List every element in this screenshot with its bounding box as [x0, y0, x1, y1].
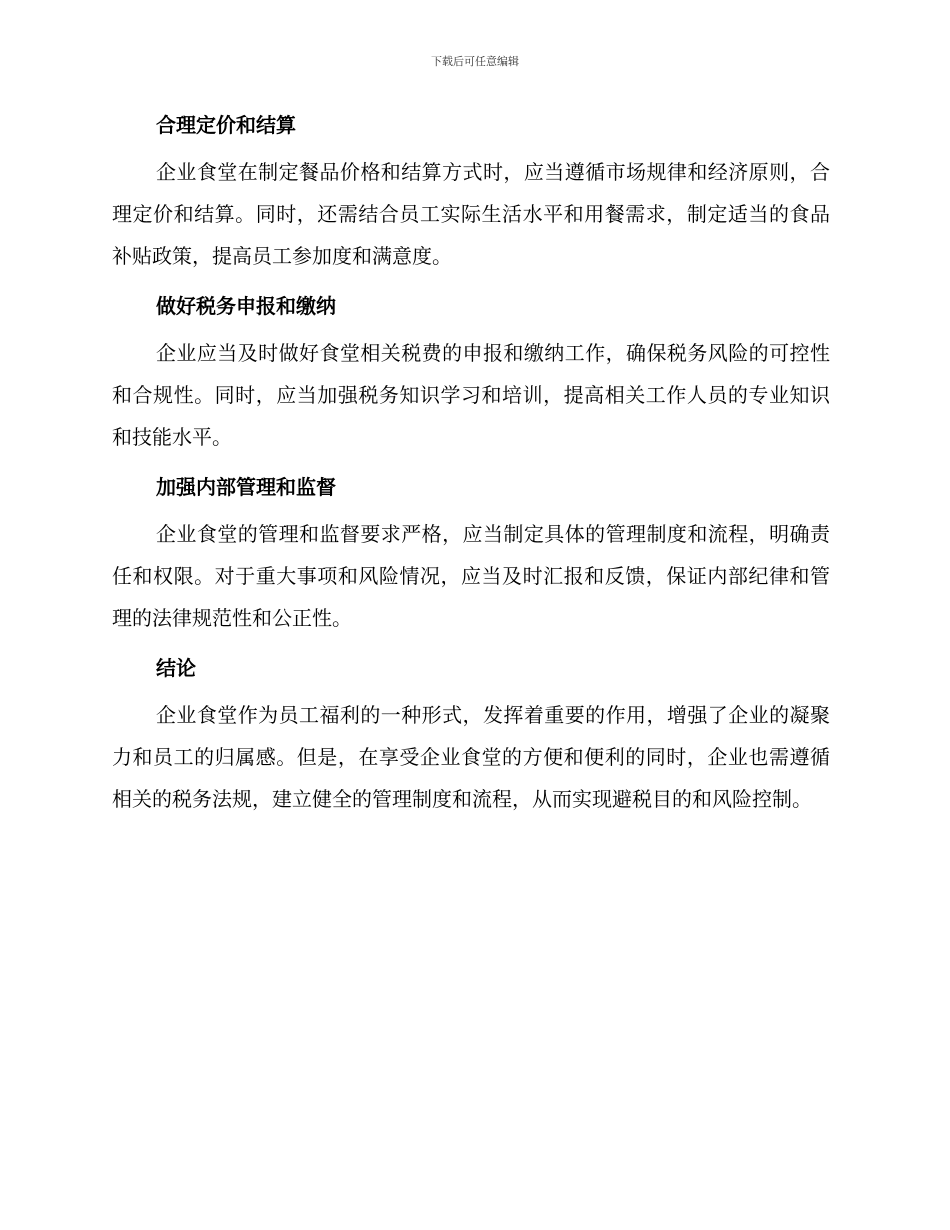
section-heading-tax: 做好税务申报和缴纳 [156, 294, 336, 318]
page-header: 下载后可任意编辑 [431, 55, 519, 68]
section-heading-pricing: 合理定价和结算 [156, 113, 296, 137]
section-body-pricing: 企业食堂在制定餐品价格和结算方式时，应当遵循市场规律和经济原则，合理定价和结算。同时，还需结合员工实际生活水平和用餐需求，制定适当的食品补贴政策，提高员工参加度和满意度。 [112, 160, 830, 268]
section-body-management: 企业食堂的管理和监督要求严格，应当制定具体的管理制度和流程，明确责任和权限。对于重大事项和风险情况，应当及时汇报和反馈，保证内部纪律和管理的法律规范性和公正性。 [112, 522, 830, 630]
section-heading-management: 加强内部管理和监督 [156, 475, 336, 499]
document-content [112, 110, 830, 834]
section-heading-conclusion: 结论 [156, 656, 196, 680]
section-body-tax: 企业应当及时做好食堂相关税费的申报和缴纳工作，确保税务风险的可控性和合规性。同时，应当加强税务知识学习和培训，提高相关工作人员的专业知识和技能水平。 [112, 341, 830, 449]
section-body-conclusion: 企业食堂作为员工福利的一种形式，发挥着重要的作用，增强了企业的凝聚力和员工的归属感。但是，在享受企业食堂的方便和便利的同时，企业也需遵循相关的税务法规，建立健全的管理制度和流程，从而实现避税目的和风险控制。 [112, 703, 830, 811]
